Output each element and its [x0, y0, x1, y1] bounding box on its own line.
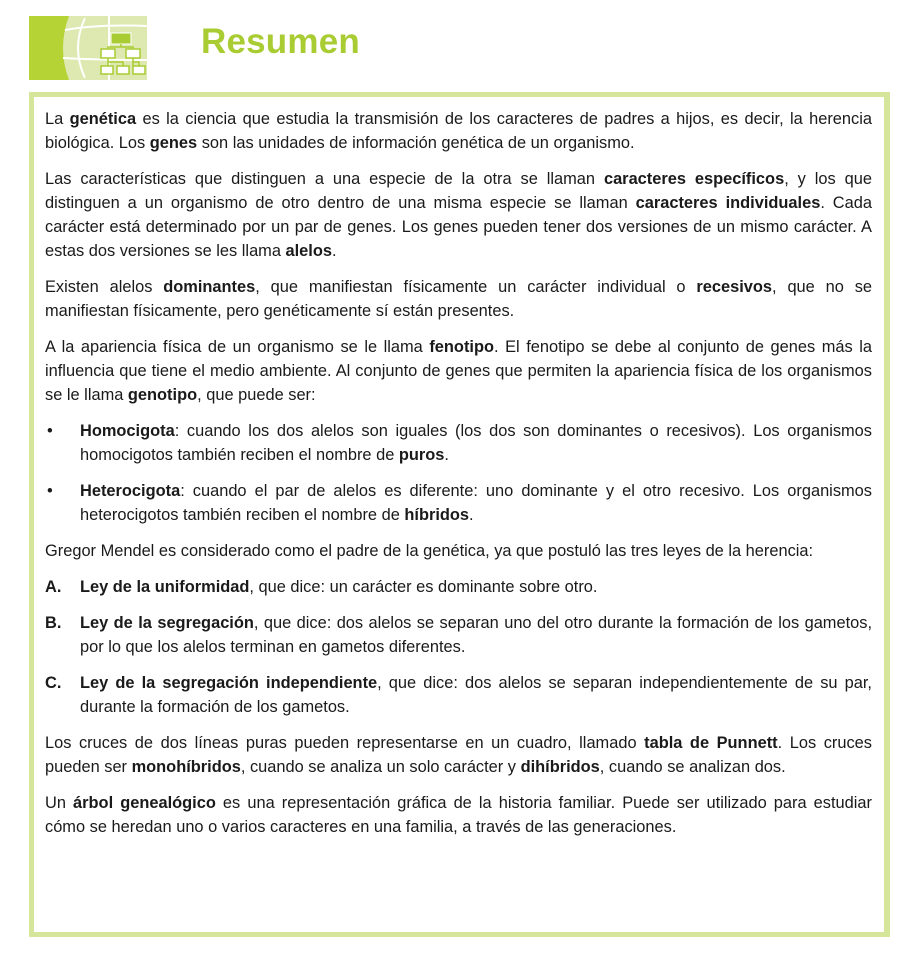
section-header: [29, 16, 889, 80]
flowchart-globe-icon: [29, 16, 147, 80]
bullet-item-heterocigota: • Heterocigota: cuando el par de alelos es diferente: uno dominante y el otro recesivo. Los organismos heterocigotos también reciben el nombre de híbridos.: [45, 479, 872, 527]
paragraph-mendel: Gregor Mendel es considerado como el padre de la genética, ya que postuló las tres leyes de la herencia:: [45, 542, 814, 560]
paragraph-arbol: Un árbol genealógico es una representación gráfica de la historia familiar. Puede ser utilizado para estudiar cómo se heredan uno o varios caracteres en una familia, a través de las generaciones.: [45, 794, 872, 836]
paragraph-caracteres: Las características que distinguen a una especie de la otra se llaman caracteres específicos, y los que distinguen a un organismo de otro dentro de una misma especie se llaman caracteres individuales. Cada carácter está determinado por un par de genes. Los genes pueden tener dos versiones de un mismo carácter. A estas dos versiones se les llama alelos.: [45, 170, 872, 260]
paragraph-alelos: Existen alelos dominantes, que manifiestan físicamente un carácter individual o recesivos, que no se manifiestan físicamente, pero genéticamente sí están presentes.: [45, 278, 873, 320]
law-item-a: A. Ley de la uniformidad, que dice: un carácter es dominante sobre otro.: [45, 575, 872, 599]
law-marker: A.: [45, 578, 62, 596]
bullet-item-homocigota: • Homocigota: cuando los dos alelos son iguales (los dos son dominantes o recesivos). Los organismos homocigotos también reciben el nombre de puros.: [45, 419, 872, 467]
paragraph-punnett: Los cruces de dos líneas puras pueden representarse en un cuadro, llamado tabla de Punnett. Los cruces pueden ser monohíbridos, cuando se analiza un solo carácter y dihíbridos, cuando se analizan dos.: [45, 734, 872, 776]
summary-content: [45, 107, 872, 851]
bullet-icon: •: [47, 422, 53, 440]
summary-box: [29, 92, 890, 937]
law-marker: C.: [45, 674, 62, 692]
law-item-c: C. Ley de la segregación independiente, que dice: dos alelos se separan independientemente de su par, durante la formación de los gametos.: [45, 671, 872, 719]
paragraph-genetica: La genética es la ciencia que estudia la transmisión de los caracteres de padres a hijos, es decir, la herencia biológica. Los genes son las unidades de información genética de un organismo.: [45, 110, 872, 152]
page-title: Resumen: [201, 22, 360, 61]
paragraph-fenotipo: A la apariencia física de un organismo se le llama fenotipo. El fenotipo se debe al conjunto de genes más la influencia que tiene el medio ambiente. Al conjunto de genes que permiten la apariencia física de los organismos se le llama genotipo, que puede ser:: [45, 338, 872, 404]
bullet-icon: •: [47, 482, 53, 500]
law-marker: B.: [45, 614, 62, 632]
law-item-b: B. Ley de la segregación, que dice: dos alelos se separan uno del otro durante la formación de los gametos, por lo que los alelos terminan en gametos diferentes.: [45, 611, 872, 659]
